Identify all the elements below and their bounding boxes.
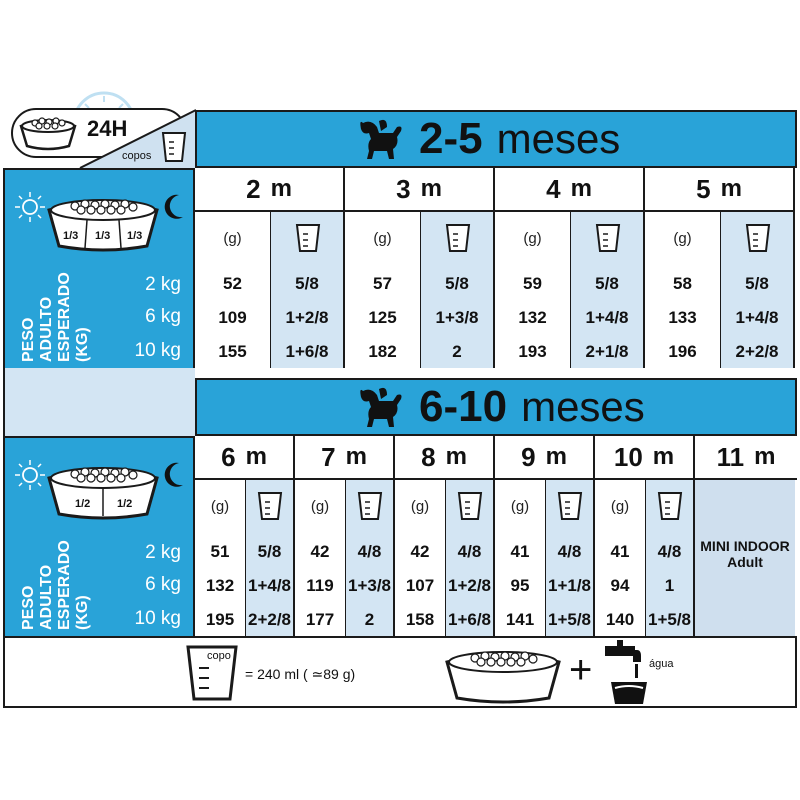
weight-10kg: 10 kg xyxy=(134,608,181,629)
grams-value: 94 xyxy=(610,576,630,595)
cup-equivalence: = 240 ml ( ≃89 g) xyxy=(245,666,356,682)
cups-value: 1+3/8 xyxy=(347,576,391,595)
month-header: 2 m xyxy=(195,168,345,212)
cups-value: 4/8 xyxy=(557,542,582,561)
grams-value: 42 xyxy=(310,542,330,561)
month-header: 9 m xyxy=(495,436,595,480)
svg-text:ADULTO: ADULTO xyxy=(38,564,55,630)
month-header: 5 m xyxy=(645,168,795,212)
food-bowl-icon xyxy=(17,112,79,152)
grams-value: 95 xyxy=(510,576,530,595)
cups-value: 2+2/8 xyxy=(247,610,291,629)
water-label: água xyxy=(649,658,674,670)
month-column xyxy=(295,480,395,638)
grams-label: (g) xyxy=(410,498,430,515)
month-column xyxy=(345,212,495,370)
adult-transition-cell xyxy=(695,480,795,638)
cups-value: 1+3/8 xyxy=(435,308,479,327)
separator-strip-right xyxy=(195,368,797,378)
measuring-cup-icon xyxy=(160,130,188,164)
month-header: 3 m xyxy=(345,168,495,212)
svg-text:(KG): (KG) xyxy=(74,595,91,630)
plus-sign: + xyxy=(569,648,593,692)
grams-value: 59 xyxy=(523,274,542,293)
moon-icon xyxy=(161,192,187,222)
side-panel-top xyxy=(3,168,195,370)
grams-value: 41 xyxy=(610,542,630,561)
grams-value: 196 xyxy=(668,342,697,361)
band2-unit: meses xyxy=(521,383,645,430)
grams-value: 193 xyxy=(518,342,547,361)
month-column xyxy=(195,212,345,370)
month-column xyxy=(645,212,795,370)
cup-label: copo xyxy=(207,650,231,662)
grams-value: 132 xyxy=(518,308,547,327)
grams-value: 133 xyxy=(668,308,697,327)
grams-value: 51 xyxy=(210,542,230,561)
portion-label: 1/3 xyxy=(127,230,143,242)
measuring-cup-icon xyxy=(356,490,384,522)
cups-value: 5/8 xyxy=(445,274,469,293)
band1-range: 2-5 xyxy=(419,114,483,163)
grams-label: (g) xyxy=(373,230,392,247)
month-column xyxy=(195,480,295,638)
measuring-cup-icon xyxy=(256,490,284,522)
measuring-cup-icon xyxy=(294,222,322,254)
dog-icon xyxy=(357,117,405,161)
age-band-2-5 xyxy=(195,110,797,168)
product-variant: Adult xyxy=(727,554,763,570)
grams-value: 158 xyxy=(405,610,435,629)
cups-value: 5/8 xyxy=(257,542,282,561)
measuring-cup-icon xyxy=(456,490,484,522)
measuring-cup-icon xyxy=(594,222,622,254)
sun-icon xyxy=(13,190,47,224)
cups-value: 2+2/8 xyxy=(735,342,779,361)
moon-icon xyxy=(161,460,187,490)
grams-value: 182 xyxy=(368,342,397,361)
svg-text:ESPERADO: ESPERADO xyxy=(56,272,73,362)
band1-unit: meses xyxy=(496,115,621,162)
weight-2kg: 2 kg xyxy=(145,542,181,563)
grams-label: (g) xyxy=(610,498,630,515)
footer-legend xyxy=(3,636,797,708)
weight-axis-label xyxy=(13,532,103,632)
cups-value: 1+5/8 xyxy=(547,610,591,629)
grams-value: 177 xyxy=(305,610,335,629)
cups-value: 1+4/8 xyxy=(585,308,629,327)
sun-icon xyxy=(13,458,47,492)
portion-label: 1/2 xyxy=(75,498,91,510)
cups-value: 5/8 xyxy=(295,274,319,293)
cups-value: 5/8 xyxy=(745,274,769,293)
food-bowl-icon xyxy=(443,644,563,704)
month-header: 10 m xyxy=(595,436,695,480)
cups-value: 1+6/8 xyxy=(285,342,329,361)
weight-10kg: 10 kg xyxy=(134,340,181,361)
measuring-cup-icon xyxy=(556,490,584,522)
month-header: 11 m xyxy=(695,436,797,480)
cups-value: 4/8 xyxy=(357,542,382,561)
cups-value: 1 xyxy=(664,576,675,595)
measuring-cup-icon xyxy=(656,490,684,522)
month-header: 6 m xyxy=(195,436,295,480)
grams-label: (g) xyxy=(310,498,330,515)
weight-6kg: 6 kg xyxy=(145,306,181,327)
grams-value: 52 xyxy=(223,274,242,293)
measuring-cup-icon xyxy=(444,222,472,254)
cups-value: 2+1/8 xyxy=(585,342,629,361)
dog-icon xyxy=(357,385,405,429)
cups-value: 2 xyxy=(364,610,375,629)
cups-value: 1+2/8 xyxy=(285,308,329,327)
grams-value: 107 xyxy=(405,576,435,595)
cups-value: 4/8 xyxy=(657,542,682,561)
grams-value: 132 xyxy=(205,576,235,595)
grams-value: 141 xyxy=(505,610,535,629)
grams-value: 140 xyxy=(605,610,635,629)
grams-label: (g) xyxy=(523,230,542,247)
grams-value: 42 xyxy=(410,542,430,561)
grams-value: 119 xyxy=(306,576,334,595)
cups-value: 1+5/8 xyxy=(647,610,691,629)
portion-label: 1/3 xyxy=(63,230,79,242)
cups-header-label: copos xyxy=(122,150,152,162)
cups-value: 1+4/8 xyxy=(247,576,291,595)
age-band-6-10 xyxy=(195,378,797,436)
grams-label: (g) xyxy=(210,498,230,515)
portion-label: 1/3 xyxy=(95,230,111,242)
svg-text:ADULTO: ADULTO xyxy=(38,296,55,362)
cups-value: 4/8 xyxy=(457,542,482,561)
grams-value: 125 xyxy=(368,308,397,327)
feeding-table-2-5-months xyxy=(195,168,797,370)
month-column xyxy=(495,480,595,638)
cups-value: 1+1/8 xyxy=(547,576,591,595)
grams-value: 155 xyxy=(218,342,247,361)
cups-value: 5/8 xyxy=(595,274,619,293)
grams-label: (g) xyxy=(510,498,530,515)
grams-value: 195 xyxy=(205,610,235,629)
weight-6kg: 6 kg xyxy=(145,574,181,595)
separator-strip xyxy=(3,368,197,438)
month-column xyxy=(595,480,695,638)
month-column xyxy=(495,212,645,370)
month-header: 4 m xyxy=(495,168,645,212)
svg-text:ESPERADO: ESPERADO xyxy=(56,540,73,630)
cups-value: 1+6/8 xyxy=(447,610,491,629)
grams-label: (g) xyxy=(673,230,692,247)
svg-text:(KG): (KG) xyxy=(74,327,91,362)
product-name: MINI INDOOR xyxy=(700,538,790,554)
month-column xyxy=(395,480,495,638)
month-header: 7 m xyxy=(295,436,395,480)
weight-2kg: 2 kg xyxy=(145,274,181,295)
svg-text:PESO: PESO xyxy=(20,317,37,362)
band2-range: 6-10 xyxy=(419,382,508,431)
portion-label: 1/2 xyxy=(117,498,133,510)
grams-value: 41 xyxy=(510,542,530,561)
grams-label: (g) xyxy=(223,230,242,247)
grams-value: 57 xyxy=(373,274,392,293)
grams-value: 109 xyxy=(218,308,247,327)
cups-value: 1+2/8 xyxy=(447,576,491,595)
cups-value: 2 xyxy=(452,342,462,361)
water-tap-icon xyxy=(601,640,651,706)
svg-text:PESO: PESO xyxy=(20,585,37,630)
grams-value: 58 xyxy=(673,274,692,293)
daily-label: 24H xyxy=(87,116,128,141)
cups-value: 1+4/8 xyxy=(735,308,779,327)
feeding-table-6-10-months xyxy=(195,436,797,638)
weight-axis-label xyxy=(13,264,103,364)
side-panel-bottom xyxy=(3,436,195,638)
month-header: 8 m xyxy=(395,436,495,480)
measuring-cup-icon xyxy=(744,222,772,254)
portion-bowl-icon xyxy=(45,464,161,520)
portion-bowl-icon xyxy=(45,196,161,252)
